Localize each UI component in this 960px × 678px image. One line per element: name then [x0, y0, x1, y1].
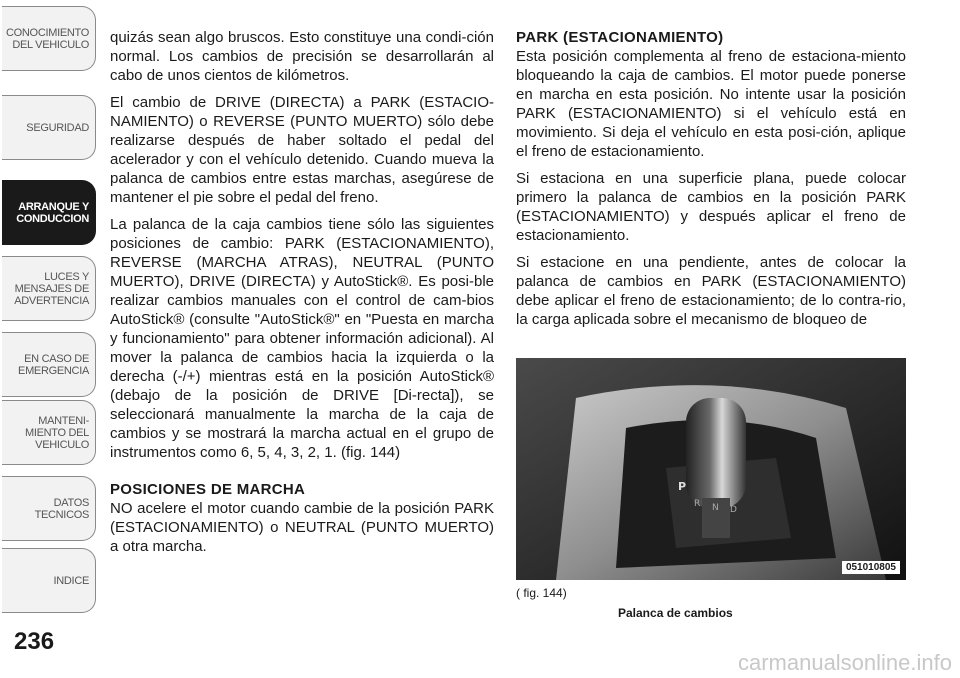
watermark: carmanualsonline.info — [737, 650, 952, 675]
right-column — [516, 28, 906, 337]
paragraph: quizás sean algo bruscos. Esto constituye una condi-ción normal. Los cambios de precisión se desarrollarán al cabo de unos cientos de kilómetros. — [110, 29, 494, 84]
paragraph: Esta posición complementa al freno de estaciona-miento bloqueando la caja de cambios. El motor puede ponerse en marcha en esta posición. No intente usar la posición PARK (ESTACIONAMIENTO) si el vehículo está en movimiento. Si deja el vehículo en esta posi-ción, aplique el freno de estacionamiento. — [516, 48, 906, 160]
paragraph: NO acelere el motor cuando cambie de la posición PARK (ESTACIONAMIENTO) o NEUTRAL (PUNTO MUERTO) a otra marcha. — [110, 500, 494, 555]
figure-reference: ( fig. 144) — [516, 586, 567, 600]
gear-label-d: D — [730, 505, 737, 515]
page-number: 236 — [14, 628, 55, 655]
tab-emergencia[interactable]: EN CASO DE EMERGENCIA — [2, 332, 96, 397]
gear-label-p: P — [678, 480, 687, 493]
section-heading: PARK (ESTACIONAMIENTO) — [516, 29, 724, 46]
figure-code: 051010805 — [842, 561, 900, 574]
section-heading: POSICIONES DE MARCHA — [110, 481, 306, 498]
tab-indice[interactable]: INDICE — [2, 548, 96, 613]
tab-luces[interactable]: LUCES Y MENSAJES DE ADVERTENCIA — [2, 256, 96, 321]
paragraph: La palanca de la caja cambios tiene sólo las siguientes posiciones de cambio: PARK (ESTACIONAMIENTO), REVERSE (MARCHA ATRAS), NEUTRAL (PUNTO MUERTO), DRIVE (DIRECTA) y AutoStick®. Es posi-ble realizar cambios manuales con el control de cam-bios AutoStick® (consulte "AutoStick®" en "Puesta en marcha y funcionamiento" para obtener información adicional). Al mover la palanca de cambios hacia la izquierda o la derecha (-/+) mientras está en la posición AutoStick® (debajo de la posición de DRIVE [Di-recta]), se seleccionará manualmente la marcha de la caja de cambios y se mostrará la marcha actual en el grupo de instrumentos como 6, 5, 4, 3, 2, 1. (fig. 144) — [110, 216, 494, 461]
chapter-sidebar — [0, 0, 100, 678]
figure-caption: Palanca de cambios — [618, 606, 733, 620]
paragraph: El cambio de DRIVE (DIRECTA) a PARK (ESTACIO-NAMIENTO) o REVERSE (PUNTO MUERTO) sólo debe realizarse después de haber soltado el pedal del acelerador y con el vehículo detenido. Cuando mueva la palanca de cambios entre estas marchas, asegúrese de mantener el pie sobre el pedal del freno. — [110, 94, 494, 206]
paragraph: Si estaciona en una superficie plana, puede colocar primero la palanca de cambios en la posición PARK (ESTACIONAMIENTO) y después aplicar el freno de estacionamiento. — [516, 170, 906, 244]
tab-seguridad[interactable]: SEGURIDAD — [2, 95, 96, 160]
tab-datos[interactable]: DATOS TECNICOS — [2, 476, 96, 541]
gear-shifter-photo — [516, 358, 906, 580]
shifter-illustration — [516, 358, 906, 580]
gear-label-n: N — [712, 503, 719, 513]
tab-arranque[interactable]: ARRANQUE Y CONDUCCION — [2, 180, 96, 245]
gear-label-r: R — [694, 499, 701, 509]
tab-conocimiento[interactable]: CONOCIMIENTO DEL VEHICULO — [2, 6, 96, 71]
tab-mantenimiento[interactable]: MANTENI- MIENTO DEL VEHICULO — [2, 400, 96, 465]
left-column — [110, 28, 494, 564]
paragraph: Si estacione en una pendiente, antes de colocar la palanca de cambios en PARK (ESTACIONAMIENTO) debe aplicar el freno de estacionamiento; de lo contra-rio, la carga aplicada sobre el mecanismo de bloqueo de — [516, 254, 906, 328]
